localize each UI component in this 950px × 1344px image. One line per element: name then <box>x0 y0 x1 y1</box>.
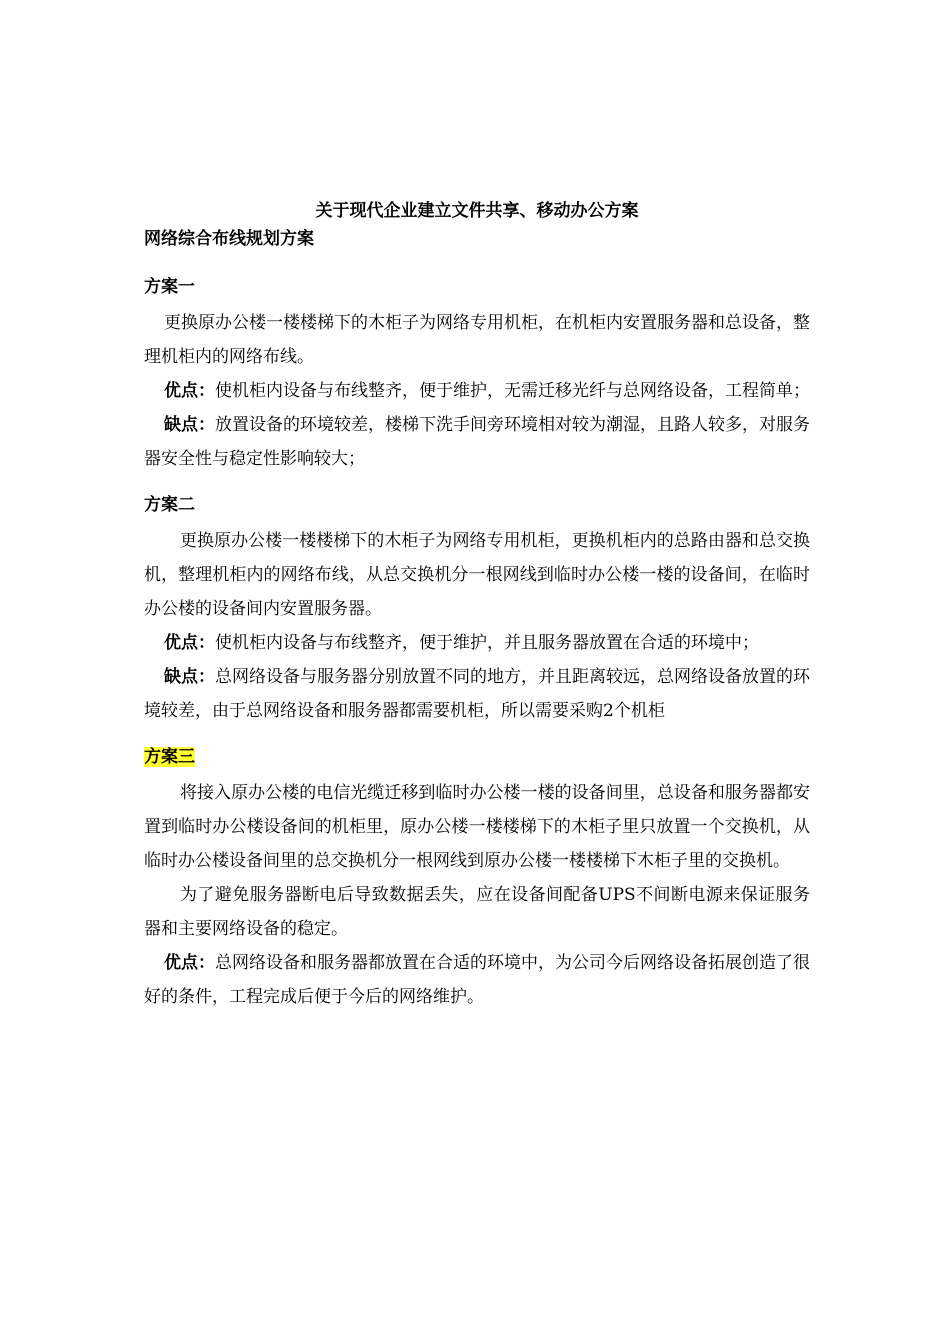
pros-paragraph <box>144 374 810 408</box>
section-plan-3 <box>144 742 810 1014</box>
document-title: 关于现代企业建立文件共享、移动办公方案 <box>315 201 639 221</box>
pros-paragraph <box>144 626 810 660</box>
pros-text: 使机柜内设备与布线整齐，便于维护，无需迁移光纤与总网络设备，工程简单； <box>215 381 810 401</box>
cons-paragraph <box>144 408 810 476</box>
section-plan-2 <box>144 490 810 728</box>
section-heading <box>144 742 810 772</box>
section-description: 更换原办公楼一楼楼梯下的木柜子为网络专用机柜，在机柜内安置服务器和总设备，整理机柜内的网络布线。 <box>144 313 810 367</box>
cons-paragraph <box>144 660 810 728</box>
pros-label: 优点： <box>164 953 215 973</box>
section-plan-1 <box>144 272 810 476</box>
section-description: 将接入原办公楼的电信光缆迁移到临时办公楼一楼的设备间里，总设备和服务器都安置到临时办公楼设备间的机柜里，原办公楼一楼楼梯下的木柜子里只放置一个交换机，从临时办公楼设备间里的总交换机分一根网线到原办公楼一楼楼梯下木柜子里的交换机。 <box>144 783 810 871</box>
pros-paragraph <box>144 946 810 1014</box>
cons-text: 总网络设备与服务器分别放置不同的地方，并且距离较远，总网络设备放置的环境较差，由于总网络设备和服务器都需要机柜，所以需要采购2个机柜 <box>144 667 810 721</box>
section-heading: 方案一 <box>144 277 195 297</box>
section-heading: 方案二 <box>144 495 195 515</box>
section-description: 更换原办公楼一楼楼梯下的木柜子为网络专用机柜，更换机柜内的总路由器和总交换机，整理机柜内的网络布线，从总交换机分一根网线到临时办公楼一楼的设备间，在临时办公楼的设备间内安置服务器。 <box>144 531 810 619</box>
pros-label: 优点： <box>164 381 215 401</box>
section-extra: 为了避免服务器断电后导致数据丢失，应在设备间配备UPS不间断电源来保证服务器和主要网络设备的稳定。 <box>144 885 810 939</box>
pros-text: 使机柜内设备与布线整齐，便于维护，并且服务器放置在合适的环境中； <box>215 633 759 653</box>
pros-text: 总网络设备和服务器都放置在合适的环境中，为公司今后网络设备拓展创造了很好的条件，工程完成后便于今后的网络维护。 <box>144 953 810 1007</box>
cons-label: 缺点： <box>164 415 215 435</box>
cons-label: 缺点： <box>164 667 215 687</box>
cons-text: 放置设备的环境较差，楼梯下洗手间旁环境相对较为潮湿，且路人较多，对服务器安全性与稳定性影响较大； <box>144 415 810 469</box>
highlighted-heading: 方案三 <box>144 747 195 767</box>
pros-label: 优点： <box>164 633 215 653</box>
document-subtitle: 网络综合布线规划方案 <box>144 229 314 249</box>
